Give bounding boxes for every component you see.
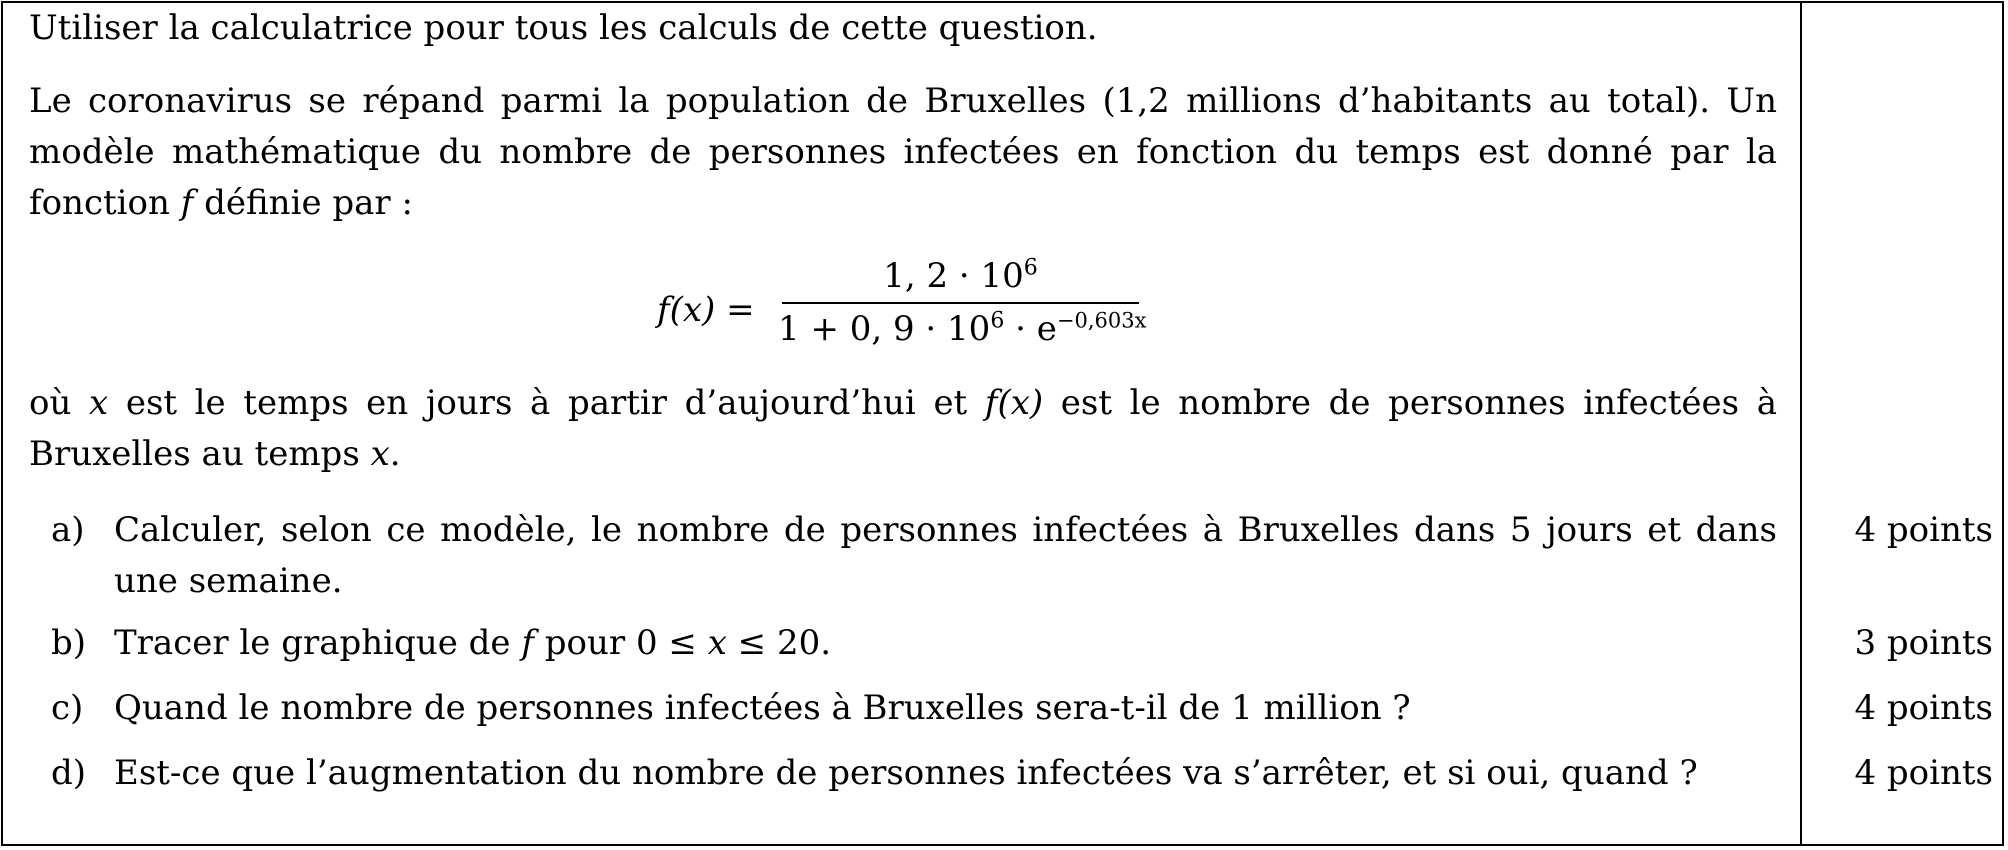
context-text-1: Le coronavirus se répand parmi la population de Bruxelles (1,2 millions d’habitants au total). Un modèle mathématique du nombre de personnes infectées en fonction du temps est donné par la fonction [29,81,1777,223]
definition-text-4: . [389,434,401,474]
question-b-points: 3 points [1854,623,1993,663]
question-b-text [114,618,1777,669]
question-c-label: c) [51,688,84,728]
function-symbol: f [180,183,194,223]
definition-text-1: où [29,383,89,423]
question-d-label: d) [51,753,87,793]
question-b-function: f [521,623,534,663]
formula-numerator [778,250,1143,302]
question-a-label: a) [51,510,85,550]
denominator-exponent: 6 [990,308,1005,334]
denominator-base: 1 + 0, 9 · 10 [778,309,991,349]
question-c-points: 4 points [1854,688,1993,728]
context-paragraph [29,76,1777,229]
points-column-divider [1800,3,1802,844]
question-d-points: 4 points [1854,753,1993,793]
question-a-points: 4 points [1854,510,1993,550]
variable-x: x [89,383,109,423]
question-b-variable: x [707,623,727,663]
function-formula [653,250,1153,355]
numerator-base: 1, 2 · 10 [883,256,1024,296]
instruction-sentence: Utiliser la calculatrice pour tous les calculs de cette question. [29,8,1098,48]
definition-text-2: est le temps en jours à partir d’aujourd’hui et [108,383,985,423]
function-of-x: f(x) [984,383,1044,423]
question-b-label: b) [51,623,87,663]
formula-fraction [778,250,1147,356]
question-b-text-1: Tracer le graphique de [114,623,522,663]
formula-lhs: f(x) = [657,290,755,330]
question-b-text-3: ≤ 20. [726,623,832,663]
question-b-text-2: pour 0 ≤ [533,623,708,663]
denominator-tail: · e [1004,309,1057,349]
question-c-text: Quand le nombre de personnes infectées à Bruxelles sera-t-il de 1 million ? [114,688,1411,728]
exponential-exponent: −0,603x [1056,308,1147,333]
variable-x-2: x [370,434,390,474]
exam-question-box [1,1,2004,846]
question-a-text: Calculer, selon ce modèle, le nombre de personnes infectées à Bruxelles dans 5 jours et dans une semaine. [114,510,1777,601]
context-text-2: définie par : [193,183,413,223]
formula-denominator [778,304,1147,356]
numerator-exponent: 6 [1023,255,1038,281]
question-d-text: Est-ce que l’augmentation du nombre de personnes infectées va s’arrêter, et si oui, quand ? [114,753,1698,793]
instruction-text [29,3,1777,54]
definition-text-3: est le nombre de personnes infectées à Bruxelles au temps [29,383,1777,474]
variable-definition-paragraph [29,378,1777,480]
